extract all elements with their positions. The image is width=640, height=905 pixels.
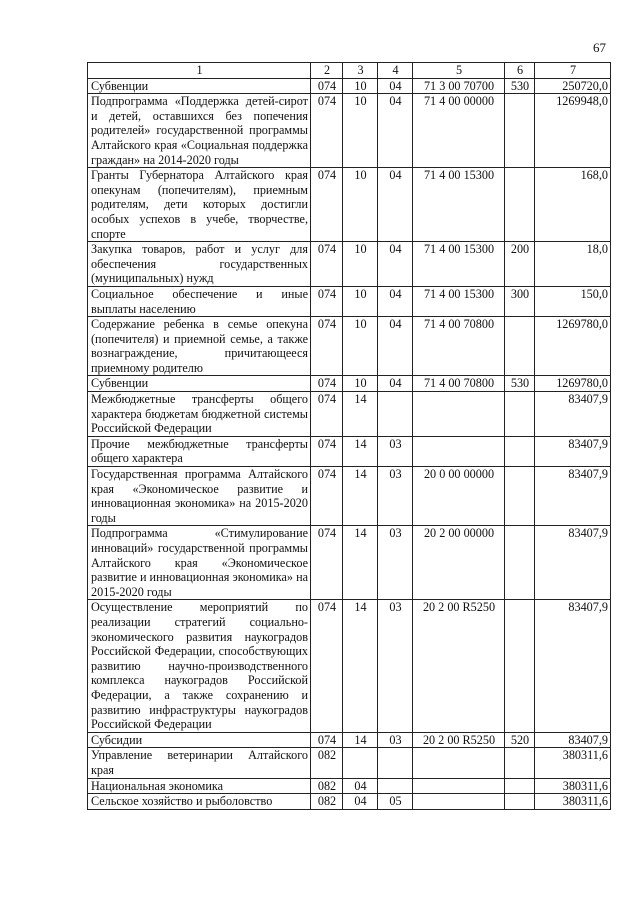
cell-target-item: 71 4 00 00000 [413, 94, 505, 168]
cell-sum: 150,0 [535, 286, 611, 316]
cell-subsection: 03 [378, 436, 413, 466]
cell-name: Управление ветеринарии Алтайского края [88, 748, 311, 778]
cell-target-item [413, 794, 505, 810]
cell-section [343, 748, 378, 778]
cell-target-item: 71 4 00 15300 [413, 168, 505, 242]
cell-sum: 380311,6 [535, 794, 611, 810]
budget-table [87, 62, 611, 810]
cell-expense-type [505, 317, 535, 376]
cell-name: Подпрограмма «Поддержка детей-сирот и детей, оставшихся без попечения родителей» государственной программы Алтайского края «Социальная поддержка граждан» на 2014-2020 годы [88, 94, 311, 168]
cell-admin-code: 074 [311, 392, 343, 437]
table-row [88, 376, 611, 392]
cell-expense-type [505, 168, 535, 242]
cell-sum: 1269780,0 [535, 376, 611, 392]
cell-sum: 18,0 [535, 242, 611, 287]
cell-subsection: 04 [378, 286, 413, 316]
cell-admin-code: 074 [311, 600, 343, 732]
cell-section: 14 [343, 436, 378, 466]
cell-section: 14 [343, 600, 378, 732]
cell-sum: 1269948,0 [535, 94, 611, 168]
table-header-row [88, 63, 611, 79]
table-row [88, 778, 611, 794]
cell-name: Осуществление мероприятий по реализации стратегий социально-экономического развития наукоградов Российской Федерации, способствующих развитию научно-производственного комплекса наукоградов Российской Федерации, а также сохранению и развитию инфраструктуры наукоградов Российской Федерации [88, 600, 311, 732]
cell-subsection: 05 [378, 794, 413, 810]
cell-admin-code: 082 [311, 778, 343, 794]
cell-sum: 83407,9 [535, 467, 611, 526]
cell-sum: 83407,9 [535, 732, 611, 748]
table-row [88, 286, 611, 316]
cell-sum: 380311,6 [535, 748, 611, 778]
cell-subsection: 03 [378, 732, 413, 748]
cell-section: 10 [343, 317, 378, 376]
page-number: 67 [593, 40, 606, 55]
cell-section: 14 [343, 392, 378, 437]
cell-sum: 250720,0 [535, 78, 611, 94]
cell-target-item: 71 4 00 15300 [413, 286, 505, 316]
cell-target-item: 71 4 00 70800 [413, 376, 505, 392]
column-header-target: 5 [413, 63, 505, 79]
cell-name: Социальное обеспечение и иные выплаты населению [88, 286, 311, 316]
table-row [88, 78, 611, 94]
cell-admin-code: 074 [311, 317, 343, 376]
column-header-subsection: 4 [378, 63, 413, 79]
cell-sum: 380311,6 [535, 778, 611, 794]
cell-section: 04 [343, 794, 378, 810]
table-row [88, 748, 611, 778]
cell-target-item: 20 2 00 00000 [413, 526, 505, 600]
cell-admin-code: 074 [311, 286, 343, 316]
table-row [88, 168, 611, 242]
column-header-admin: 2 [311, 63, 343, 79]
cell-sum: 83407,9 [535, 436, 611, 466]
cell-section: 10 [343, 94, 378, 168]
cell-admin-code: 074 [311, 526, 343, 600]
cell-name: Закупка товаров, работ и услуг для обеспечения государственных (муниципальных) нужд [88, 242, 311, 287]
cell-target-item: 20 2 00 R5250 [413, 732, 505, 748]
table-row [88, 794, 611, 810]
table-row [88, 436, 611, 466]
column-header-section: 3 [343, 63, 378, 79]
cell-subsection: 04 [378, 242, 413, 287]
cell-name: Содержание ребенка в семье опекуна (попечителя) и приемной семье, а также вознаграждение, причитающееся приемному родителю [88, 317, 311, 376]
cell-admin-code: 074 [311, 168, 343, 242]
cell-sum: 83407,9 [535, 600, 611, 732]
cell-sum: 168,0 [535, 168, 611, 242]
cell-admin-code: 082 [311, 748, 343, 778]
cell-expense-type [505, 436, 535, 466]
cell-expense-type: 530 [505, 376, 535, 392]
cell-expense-type [505, 778, 535, 794]
cell-target-item [413, 778, 505, 794]
cell-name: Субсидии [88, 732, 311, 748]
cell-subsection [378, 748, 413, 778]
cell-section: 10 [343, 286, 378, 316]
cell-sum: 83407,9 [535, 526, 611, 600]
cell-target-item: 20 2 00 R5250 [413, 600, 505, 732]
table-row [88, 600, 611, 732]
cell-section: 10 [343, 242, 378, 287]
cell-sum: 83407,9 [535, 392, 611, 437]
cell-expense-type: 520 [505, 732, 535, 748]
cell-name: Субвенции [88, 78, 311, 94]
cell-admin-code: 074 [311, 94, 343, 168]
cell-admin-code: 074 [311, 242, 343, 287]
cell-sum: 1269780,0 [535, 317, 611, 376]
column-header-sum: 7 [535, 63, 611, 79]
cell-expense-type: 200 [505, 242, 535, 287]
cell-expense-type [505, 94, 535, 168]
cell-subsection: 04 [378, 168, 413, 242]
cell-target-item: 71 4 00 15300 [413, 242, 505, 287]
cell-expense-type [505, 600, 535, 732]
cell-expense-type [505, 794, 535, 810]
cell-target-item [413, 748, 505, 778]
cell-target-item [413, 436, 505, 466]
cell-subsection: 04 [378, 94, 413, 168]
cell-name: Национальная экономика [88, 778, 311, 794]
cell-expense-type [505, 467, 535, 526]
cell-section: 14 [343, 467, 378, 526]
cell-section: 10 [343, 78, 378, 94]
cell-expense-type: 300 [505, 286, 535, 316]
cell-section: 14 [343, 526, 378, 600]
cell-name: Государственная программа Алтайского края «Экономическое развитие и инновационная экономика» на 2015-2020 годы [88, 467, 311, 526]
cell-target-item [413, 392, 505, 437]
cell-admin-code: 074 [311, 467, 343, 526]
cell-admin-code: 074 [311, 78, 343, 94]
cell-admin-code: 074 [311, 436, 343, 466]
cell-expense-type: 530 [505, 78, 535, 94]
cell-subsection [378, 392, 413, 437]
table-row [88, 467, 611, 526]
cell-name: Прочие межбюджетные трансферты общего характера [88, 436, 311, 466]
cell-name: Субвенции [88, 376, 311, 392]
cell-admin-code: 082 [311, 794, 343, 810]
cell-expense-type [505, 392, 535, 437]
cell-subsection: 04 [378, 317, 413, 376]
cell-target-item: 20 0 00 00000 [413, 467, 505, 526]
table-row [88, 94, 611, 168]
table-row [88, 242, 611, 287]
cell-admin-code: 074 [311, 732, 343, 748]
cell-target-item: 71 4 00 70800 [413, 317, 505, 376]
cell-name: Сельское хозяйство и рыболовство [88, 794, 311, 810]
cell-section: 04 [343, 778, 378, 794]
cell-section: 10 [343, 376, 378, 392]
cell-name: Межбюджетные трансферты общего характера бюджетам бюджетной системы Российской Федерации [88, 392, 311, 437]
cell-subsection: 03 [378, 526, 413, 600]
cell-subsection: 03 [378, 600, 413, 732]
cell-subsection: 04 [378, 376, 413, 392]
column-header-name: 1 [88, 63, 311, 79]
cell-expense-type [505, 748, 535, 778]
table-row [88, 526, 611, 600]
table-row [88, 392, 611, 437]
cell-section: 10 [343, 168, 378, 242]
cell-name: Подпрограмма «Стимулирование инноваций» государственной программы Алтайского края «Экономическое развитие и инновационная экономика» на 2015-2020 годы [88, 526, 311, 600]
cell-name: Гранты Губернатора Алтайского края опекунам (попечителям), приемным родителям, дети которых достигли особых успехов в учебе, творчестве, спорте [88, 168, 311, 242]
table-row [88, 317, 611, 376]
cell-admin-code: 074 [311, 376, 343, 392]
cell-subsection [378, 778, 413, 794]
cell-expense-type [505, 526, 535, 600]
cell-subsection: 04 [378, 78, 413, 94]
table-row [88, 732, 611, 748]
column-header-type: 6 [505, 63, 535, 79]
cell-target-item: 71 3 00 70700 [413, 78, 505, 94]
cell-subsection: 03 [378, 467, 413, 526]
cell-section: 14 [343, 732, 378, 748]
